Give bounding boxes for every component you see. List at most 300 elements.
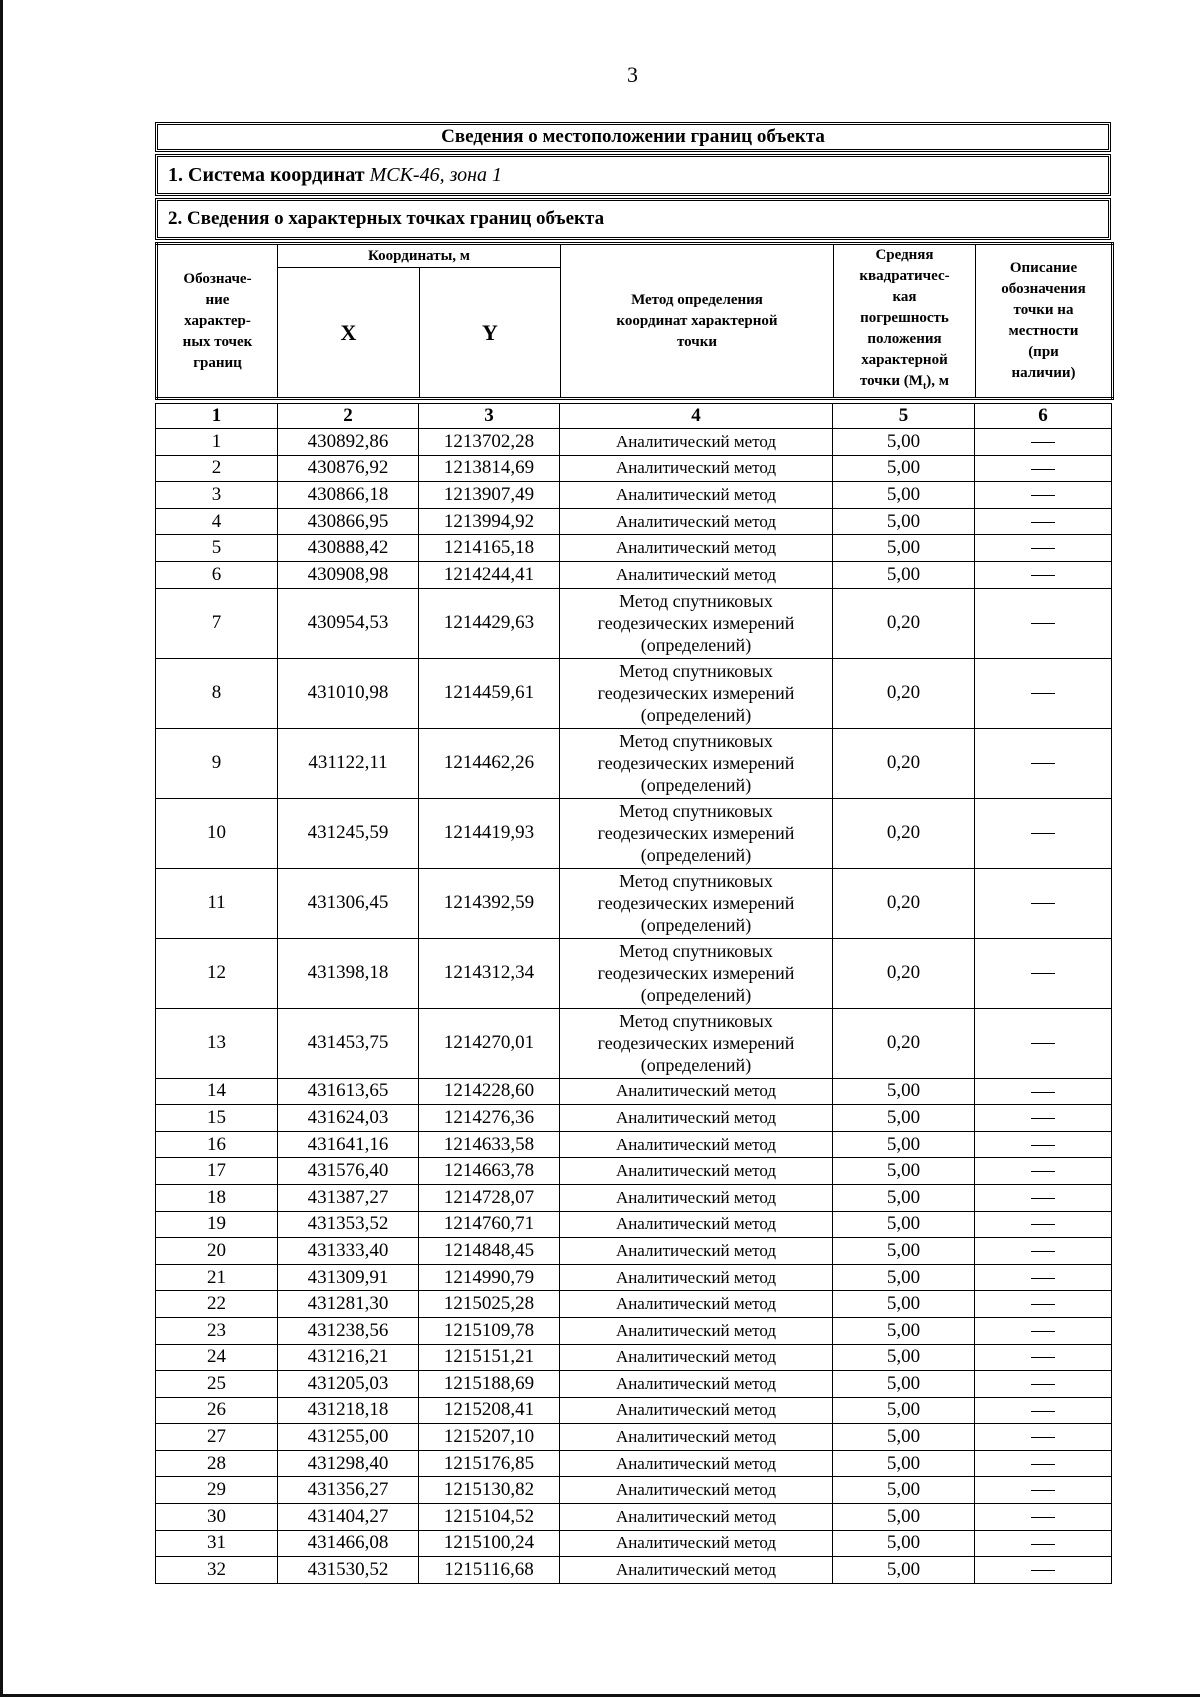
point-y: 1214728,07 [419,1184,560,1211]
header-y: Y [420,268,561,399]
scan-left-edge [0,0,3,1697]
boundary-info-form [155,122,1111,1584]
point-y: 1214312,34 [419,938,560,1008]
point-method: Аналитический метод [560,1424,833,1451]
dash-mark [1031,1224,1055,1225]
point-description [975,1238,1112,1265]
point-method: Аналитический метод [560,1504,833,1531]
point-number: 24 [156,1344,278,1371]
table-row [156,1477,1112,1504]
dash-mark [1031,1357,1055,1358]
point-x: 431218,18 [278,1397,419,1424]
point-description [975,1291,1112,1318]
point-method [560,1008,833,1078]
method-line: геодезических измерений [597,823,795,844]
point-number: 11 [156,868,278,938]
table-row [156,1211,1112,1238]
point-description [975,1371,1112,1398]
table-row [156,1317,1112,1344]
point-number: 16 [156,1131,278,1158]
dash-mark [1031,1464,1055,1465]
table-row [156,1557,1112,1584]
point-x: 430908,98 [278,561,419,588]
point-y: 1215100,24 [419,1530,560,1557]
point-description [975,561,1112,588]
point-y: 1215207,10 [419,1424,560,1451]
method-line: Метод спутниковых [619,801,773,822]
point-description [975,1450,1112,1477]
point-description [975,1557,1112,1584]
point-x: 430866,18 [278,482,419,509]
point-x: 431281,30 [278,1291,419,1318]
point-number: 6 [156,561,278,588]
point-error: 5,00 [833,1504,975,1531]
header-error: Средняя квадратичес- кая погрешность положения характерной точки $(M_t)$, м [834,244,976,399]
point-method: Аналитический метод [560,1477,833,1504]
dash-mark [1031,1171,1055,1172]
point-method: Аналитический метод [560,1158,833,1185]
point-method: Аналитический метод [560,508,833,535]
point-x: 431298,40 [278,1450,419,1477]
points-table [155,403,1112,1584]
method-line: (определений) [640,775,752,796]
point-description [975,798,1112,868]
point-x: 431641,16 [278,1131,419,1158]
point-x: 431333,40 [278,1238,419,1265]
point-error: 5,00 [833,1557,975,1584]
point-y: 1214848,45 [419,1238,560,1265]
point-description [975,429,1112,456]
dash-mark [1031,1198,1055,1199]
point-number: 15 [156,1105,278,1132]
point-y: 1213907,49 [419,482,560,509]
point-error: 0,20 [833,798,975,868]
dash-mark [1031,1092,1055,1093]
point-error: 5,00 [833,561,975,588]
point-description [975,728,1112,798]
point-description [975,1158,1112,1185]
point-method: Аналитический метод [560,482,833,509]
point-number: 17 [156,1158,278,1185]
dash-mark [1031,903,1055,904]
table-row [156,1105,1112,1132]
point-error: 5,00 [833,1238,975,1265]
point-description [975,455,1112,482]
point-error: 0,20 [833,868,975,938]
dash-mark [1031,1411,1055,1412]
point-x: 431122,11 [278,728,419,798]
table-row [156,1424,1112,1451]
column-number: 3 [419,404,560,429]
point-number: 32 [156,1557,278,1584]
point-error: 5,00 [833,535,975,562]
point-description [975,508,1112,535]
point-method: Аналитический метод [560,1557,833,1584]
point-error: 5,00 [833,1530,975,1557]
point-y: 1213994,92 [419,508,560,535]
point-number: 22 [156,1291,278,1318]
point-error: 5,00 [833,455,975,482]
point-method: Аналитический метод [560,1105,833,1132]
point-number: 18 [156,1184,278,1211]
point-error: 5,00 [833,429,975,456]
point-description [975,1131,1112,1158]
method-line: Метод спутниковых [619,1011,773,1032]
point-x: 431387,27 [278,1184,419,1211]
point-error: 5,00 [833,1424,975,1451]
point-number: 21 [156,1264,278,1291]
point-y: 1215116,68 [419,1557,560,1584]
point-y: 1213814,69 [419,455,560,482]
dash-mark [1031,1145,1055,1146]
point-method: Аналитический метод [560,1211,833,1238]
table-row [156,1184,1112,1211]
dash-mark [1031,495,1055,496]
point-x: 431238,56 [278,1317,419,1344]
point-number: 14 [156,1078,278,1105]
point-number: 29 [156,1477,278,1504]
page-number: 3 [627,62,638,87]
point-error: 5,00 [833,1264,975,1291]
point-error: 5,00 [833,1291,975,1318]
point-description [975,1397,1112,1424]
point-method: Аналитический метод [560,1184,833,1211]
table-row [156,1238,1112,1265]
point-y: 1215130,82 [419,1477,560,1504]
point-description [975,938,1112,1008]
point-method: Аналитический метод [560,429,833,456]
dash-mark [1031,1043,1055,1044]
method-line: геодезических измерений [597,963,795,984]
point-x: 431453,75 [278,1008,419,1078]
dash-mark [1031,1517,1055,1518]
dash-mark [1031,833,1055,834]
point-y: 1215109,78 [419,1317,560,1344]
point-number: 20 [156,1238,278,1265]
point-error: 0,20 [833,728,975,798]
point-method: Аналитический метод [560,535,833,562]
point-method [560,728,833,798]
point-error: 5,00 [833,1078,975,1105]
point-description [975,868,1112,938]
point-x: 431530,52 [278,1557,419,1584]
point-method [560,658,833,728]
table-row [156,1344,1112,1371]
point-error: 5,00 [833,1477,975,1504]
point-description [975,1504,1112,1531]
table-row [156,429,1112,456]
point-number: 1 [156,429,278,456]
dash-mark [1031,1304,1055,1305]
table-row [156,588,1112,658]
point-description [975,1317,1112,1344]
point-number: 7 [156,588,278,658]
point-x: 430892,86 [278,429,419,456]
point-number: 13 [156,1008,278,1078]
point-x: 431353,52 [278,1211,419,1238]
header-x: X [278,268,420,399]
dash-mark [1031,469,1055,470]
header-designation: Обозначе- ние характер- ных точек границ [157,244,278,399]
table-row [156,455,1112,482]
point-method: Аналитический метод [560,1344,833,1371]
point-error: 5,00 [833,1131,975,1158]
dash-mark [1031,442,1055,443]
table-row [156,938,1112,1008]
point-error: 5,00 [833,1317,975,1344]
point-error: 5,00 [833,482,975,509]
table-row [156,1397,1112,1424]
table-row [156,1131,1112,1158]
table-row [156,728,1112,798]
point-error: 5,00 [833,1184,975,1211]
point-method [560,798,833,868]
point-y: 1214270,01 [419,1008,560,1078]
point-y: 1214276,36 [419,1105,560,1132]
table-row [156,1371,1112,1398]
point-x: 431624,03 [278,1105,419,1132]
dash-mark [1031,1251,1055,1252]
point-x: 431356,27 [278,1477,419,1504]
method-line: Метод спутниковых [619,661,773,682]
point-method: Аналитический метод [560,1450,833,1477]
point-error: 5,00 [833,1344,975,1371]
point-description [975,588,1112,658]
form-title: Сведения о местоположении границ объекта [155,122,1111,152]
method-line: (определений) [640,1055,752,1076]
point-x: 431306,45 [278,868,419,938]
dash-mark [1031,1278,1055,1279]
point-method: Аналитический метод [560,1264,833,1291]
point-error: 0,20 [833,938,975,1008]
point-x: 431245,59 [278,798,419,868]
point-error: 0,20 [833,1008,975,1078]
point-method: Аналитический метод [560,1131,833,1158]
column-number: 4 [560,404,833,429]
point-y: 1214990,79 [419,1264,560,1291]
table-row [156,1504,1112,1531]
point-description [975,1211,1112,1238]
header-description: Описание обозначения точки на местности (при наличии) [976,244,1113,399]
point-x: 431404,27 [278,1504,419,1531]
point-method: Аналитический метод [560,1371,833,1398]
point-description [975,1008,1112,1078]
table-row [156,1008,1112,1078]
point-description [975,1344,1112,1371]
point-description [975,658,1112,728]
point-y: 1215188,69 [419,1371,560,1398]
table-row [156,1158,1112,1185]
method-line: (определений) [640,985,752,1006]
method-line: Метод спутниковых [619,941,773,962]
coordinate-system-label: 1. Система координат [168,164,370,186]
point-y: 1214462,26 [419,728,560,798]
point-y: 1214228,60 [419,1078,560,1105]
method-line: геодезических измерений [597,613,795,634]
point-description [975,1530,1112,1557]
point-y: 1215151,21 [419,1344,560,1371]
method-line: Метод спутниковых [619,871,773,892]
point-x: 431205,03 [278,1371,419,1398]
point-y: 1214392,59 [419,868,560,938]
point-number: 25 [156,1371,278,1398]
dash-mark [1031,522,1055,523]
point-number: 5 [156,535,278,562]
point-x: 431398,18 [278,938,419,1008]
point-description [975,1078,1112,1105]
method-line: Метод спутниковых [619,591,773,612]
table-row [156,868,1112,938]
dash-mark [1031,1437,1055,1438]
coordinate-system-value: МСК-46, зона 1 [369,164,503,186]
points-table-header [155,242,1114,400]
column-number: 5 [833,404,975,429]
point-number: 8 [156,658,278,728]
column-number: 1 [156,404,278,429]
method-line: (определений) [640,915,752,936]
dash-mark [1031,1331,1055,1332]
point-y: 1214429,63 [419,588,560,658]
point-error: 5,00 [833,1158,975,1185]
point-method: Аналитический метод [560,1238,833,1265]
point-error: 0,20 [833,658,975,728]
method-line: геодезических измерений [597,1033,795,1054]
point-x: 431010,98 [278,658,419,728]
point-y: 1214165,18 [419,535,560,562]
dash-mark [1031,973,1055,974]
point-number: 2 [156,455,278,482]
dash-mark [1031,693,1055,694]
point-y: 1214663,78 [419,1158,560,1185]
coordinate-system [155,154,1111,196]
point-x: 430866,95 [278,508,419,535]
dash-mark [1031,548,1055,549]
point-y: 1214459,61 [419,658,560,728]
dash-mark [1031,1570,1055,1571]
point-number: 12 [156,938,278,1008]
point-method [560,588,833,658]
point-number: 19 [156,1211,278,1238]
method-line: геодезических измерений [597,753,795,774]
column-number: 2 [278,404,419,429]
header-method: Метод определения координат характерной точки [561,244,834,399]
point-method: Аналитический метод [560,1530,833,1557]
point-method [560,868,833,938]
table-row [156,1078,1112,1105]
point-method: Аналитический метод [560,1078,833,1105]
point-method [560,938,833,1008]
point-error: 5,00 [833,1450,975,1477]
point-x: 431576,40 [278,1158,419,1185]
point-description [975,1105,1112,1132]
point-error: 5,00 [833,508,975,535]
dash-mark [1031,1490,1055,1491]
point-error: 0,20 [833,588,975,658]
point-method: Аналитический метод [560,1317,833,1344]
point-error: 5,00 [833,1371,975,1398]
point-x: 431309,91 [278,1264,419,1291]
point-description [975,535,1112,562]
point-number: 26 [156,1397,278,1424]
table-row [156,1291,1112,1318]
point-method: Аналитический метод [560,1397,833,1424]
method-line: геодезических измерений [597,683,795,704]
point-error: 5,00 [833,1211,975,1238]
column-numbers-row [156,404,1112,429]
table-row [156,482,1112,509]
table-row [156,798,1112,868]
point-number: 4 [156,508,278,535]
point-y: 1215176,85 [419,1450,560,1477]
dash-mark [1031,1118,1055,1119]
point-y: 1213702,28 [419,429,560,456]
point-description [975,1424,1112,1451]
point-x: 431613,65 [278,1078,419,1105]
point-method: Аналитический метод [560,561,833,588]
point-x: 430888,42 [278,535,419,562]
point-y: 1215208,41 [419,1397,560,1424]
point-description [975,1184,1112,1211]
table-row [156,561,1112,588]
point-description [975,482,1112,509]
point-method: Аналитический метод [560,455,833,482]
point-description [975,1264,1112,1291]
point-y: 1214633,58 [419,1131,560,1158]
dash-mark [1031,623,1055,624]
dash-mark [1031,1384,1055,1385]
points-section-title: 2. Сведения о характерных точках границ объекта [155,198,1111,240]
table-row [156,1264,1112,1291]
point-description [975,1477,1112,1504]
point-x: 430876,92 [278,455,419,482]
dash-mark [1031,1544,1055,1545]
point-number: 23 [156,1317,278,1344]
point-x: 431255,00 [278,1424,419,1451]
point-number: 10 [156,798,278,868]
point-number: 3 [156,482,278,509]
table-row [156,535,1112,562]
method-line: Метод спутниковых [619,731,773,752]
point-method: Аналитический метод [560,1291,833,1318]
point-number: 9 [156,728,278,798]
point-y: 1215104,52 [419,1504,560,1531]
header-coordinates: Координаты, м [278,244,561,268]
point-error: 5,00 [833,1397,975,1424]
point-y: 1215025,28 [419,1291,560,1318]
point-y: 1214419,93 [419,798,560,868]
point-number: 31 [156,1530,278,1557]
point-error: 5,00 [833,1105,975,1132]
table-row [156,508,1112,535]
point-y: 1214760,71 [419,1211,560,1238]
method-line: (определений) [640,705,752,726]
point-number: 28 [156,1450,278,1477]
point-x: 430954,53 [278,588,419,658]
dash-mark [1031,575,1055,576]
column-number: 6 [975,404,1112,429]
table-row [156,658,1112,728]
point-x: 431466,08 [278,1530,419,1557]
table-row [156,1450,1112,1477]
method-line: (определений) [640,635,752,656]
dash-mark [1031,763,1055,764]
point-number: 27 [156,1424,278,1451]
point-number: 30 [156,1504,278,1531]
method-line: (определений) [640,845,752,866]
point-x: 431216,21 [278,1344,419,1371]
point-y: 1214244,41 [419,561,560,588]
table-row [156,1530,1112,1557]
